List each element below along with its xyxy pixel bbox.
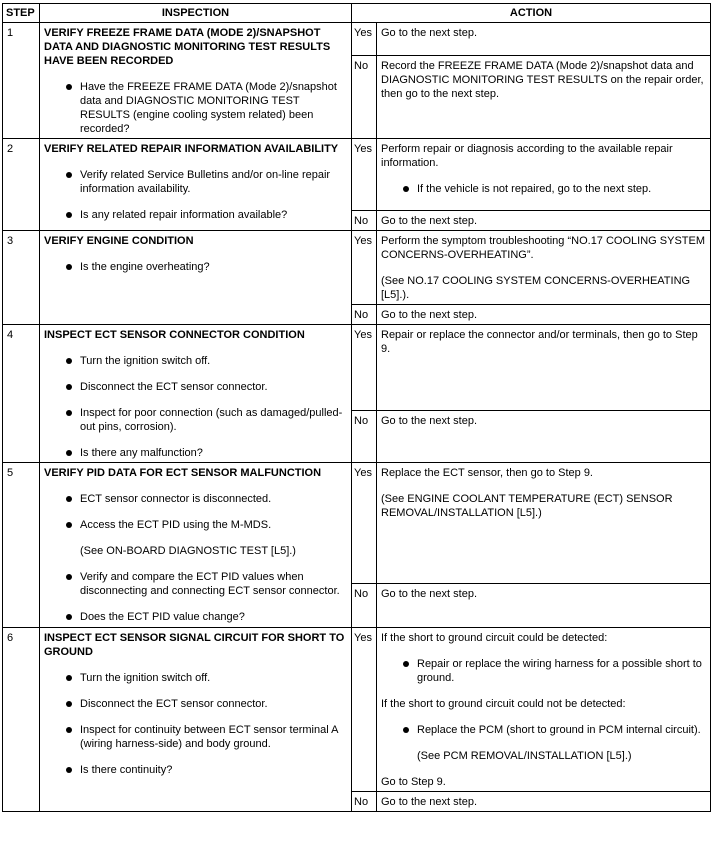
inspection-item: Have the FREEZE FRAME DATA (Mode 2)/snapshot data and DIAGNOSTIC MONITORING TEST RESULTS (engine cooling system related) been recorded?	[44, 80, 348, 136]
action-text: Go to Step 9.	[381, 776, 446, 788]
see-reference: (See PCM REMOVAL/INSTALLATION [L5].)	[417, 750, 632, 762]
step-number: 5	[3, 463, 40, 628]
inspection-item: Is there any malfunction?	[44, 446, 348, 460]
inspection-item: Access the ECT PID using the M-MDS.	[44, 518, 348, 532]
yes-label: Yes	[352, 139, 377, 211]
step-1-yes-row	[3, 23, 711, 56]
no-action	[377, 411, 711, 463]
step-4-yes-row	[3, 325, 711, 411]
step-title: VERIFY RELATED REPAIR INFORMATION AVAILABILITY	[44, 143, 339, 155]
no-label: No	[352, 305, 377, 325]
yes-label: Yes	[352, 463, 377, 584]
action-text: Repair or replace the connector and/or terminals, then go to Step 9.	[381, 329, 698, 355]
step-5-yes-row	[3, 463, 711, 584]
inspection-item: Does the ECT PID value change?	[44, 610, 348, 624]
no-label: No	[352, 792, 377, 812]
inspection-item: Inspect for continuity between ECT sensor terminal A (wiring harness-side) and body ground.	[44, 723, 348, 751]
action-text: Go to the next step.	[381, 27, 478, 39]
step-inspection	[40, 231, 352, 325]
step-title: VERIFY FREEZE FRAME DATA (MODE 2)/SNAPSHOT DATA AND DIAGNOSTIC MONITORING TEST RESULTS HAVE BEEN RECORDED	[44, 27, 331, 67]
inspection-item: Disconnect the ECT sensor connector.	[44, 380, 348, 394]
yes-action	[377, 463, 711, 584]
action-bullet: If the vehicle is not repaired, go to the next step.	[381, 182, 707, 196]
action-text: Perform the symptom troubleshooting “NO.17 COOLING SYSTEM CONCERNS-OVERHEATING”.	[381, 235, 706, 261]
inspection-item: ECT sensor connector is disconnected.	[44, 492, 348, 506]
step-number: 1	[3, 23, 40, 139]
no-label: No	[352, 211, 377, 231]
inspection-item: Is the engine overheating?	[44, 260, 348, 274]
step-number: 4	[3, 325, 40, 463]
no-action	[377, 56, 711, 139]
no-action	[377, 211, 711, 231]
step-number: 2	[3, 139, 40, 231]
inspection-item: Verify and compare the ECT PID values when disconnecting and connecting ECT sensor connector.	[44, 570, 348, 598]
yes-action	[377, 23, 711, 56]
step-inspection	[40, 463, 352, 628]
inspection-item: Is there continuity?	[44, 763, 348, 777]
diagnostic-table	[2, 3, 711, 812]
step-3-yes-row	[3, 231, 711, 305]
yes-label: Yes	[352, 23, 377, 56]
step-title: INSPECT ECT SENSOR CONNECTOR CONDITION	[44, 329, 305, 341]
no-action	[377, 584, 711, 628]
step-2-yes-row	[3, 139, 711, 211]
yes-label: Yes	[352, 231, 377, 305]
inspection-item: Disconnect the ECT sensor connector.	[44, 697, 348, 711]
yes-action	[377, 139, 711, 211]
no-action	[377, 305, 711, 325]
inspection-item: Is any related repair information available?	[44, 208, 348, 222]
action-bullet: Repair or replace the wiring harness for a possible short to ground.	[381, 657, 707, 685]
step-inspection	[40, 139, 352, 231]
header-action: ACTION	[352, 4, 711, 23]
action-text: Go to the next step.	[381, 215, 478, 227]
inspection-item: Turn the ignition switch off.	[44, 671, 348, 685]
yes-action	[377, 231, 711, 305]
see-reference: (See ENGINE COOLANT TEMPERATURE (ECT) SENSOR REMOVAL/INSTALLATION [L5].)	[381, 493, 673, 519]
inspection-item: Inspect for poor connection (such as damaged/pulled-out pins, corrosion).	[44, 406, 348, 434]
inspection-item: Turn the ignition switch off.	[44, 354, 348, 368]
step-inspection	[40, 325, 352, 463]
action-text: Go to the next step.	[381, 796, 478, 808]
no-label: No	[352, 411, 377, 463]
step-number: 6	[3, 628, 40, 812]
no-action	[377, 792, 711, 812]
yes-label: Yes	[352, 628, 377, 792]
step-inspection	[40, 23, 352, 139]
action-text: Perform repair or diagnosis according to the available repair information.	[381, 143, 673, 169]
step-title: INSPECT ECT SENSOR SIGNAL CIRCUIT FOR SHORT TO GROUND	[44, 632, 345, 658]
action-text: Replace the ECT sensor, then go to Step 9.	[381, 467, 593, 479]
step-6-yes-row	[3, 628, 711, 792]
step-title: VERIFY PID DATA FOR ECT SENSOR MALFUNCTION	[44, 467, 322, 479]
step-title: VERIFY ENGINE CONDITION	[44, 235, 194, 247]
action-text: Go to the next step.	[381, 309, 478, 321]
action-text: If the short to ground circuit could be detected:	[381, 632, 608, 644]
action-text: Go to the next step.	[381, 415, 478, 427]
inspection-item: Verify related Service Bulletins and/or on-line repair information availability.	[44, 168, 348, 196]
yes-action	[377, 325, 711, 411]
header-row	[3, 4, 711, 23]
header-step: STEP	[3, 4, 40, 23]
step-number: 3	[3, 231, 40, 325]
header-inspection: INSPECTION	[40, 4, 352, 23]
no-label: No	[352, 56, 377, 139]
see-reference: (See NO.17 COOLING SYSTEM CONCERNS-OVERHEATING [L5].).	[381, 275, 691, 301]
yes-label: Yes	[352, 325, 377, 411]
action-bullet: Replace the PCM (short to ground in PCM internal circuit).	[381, 723, 707, 737]
action-text: Record the FREEZE FRAME DATA (Mode 2)/snapshot data and DIAGNOSTIC MONITORING TEST RESULTS on the repair order, then go to the next step.	[381, 60, 704, 101]
no-label: No	[352, 584, 377, 628]
diagnostic-procedure-sheet	[2, 3, 710, 812]
yes-action	[377, 628, 711, 792]
action-text: If the short to ground circuit could not be detected:	[381, 698, 626, 710]
step-inspection	[40, 628, 352, 812]
see-reference: (See ON-BOARD DIAGNOSTIC TEST [L5].)	[80, 545, 296, 557]
action-text: Go to the next step.	[381, 588, 478, 600]
